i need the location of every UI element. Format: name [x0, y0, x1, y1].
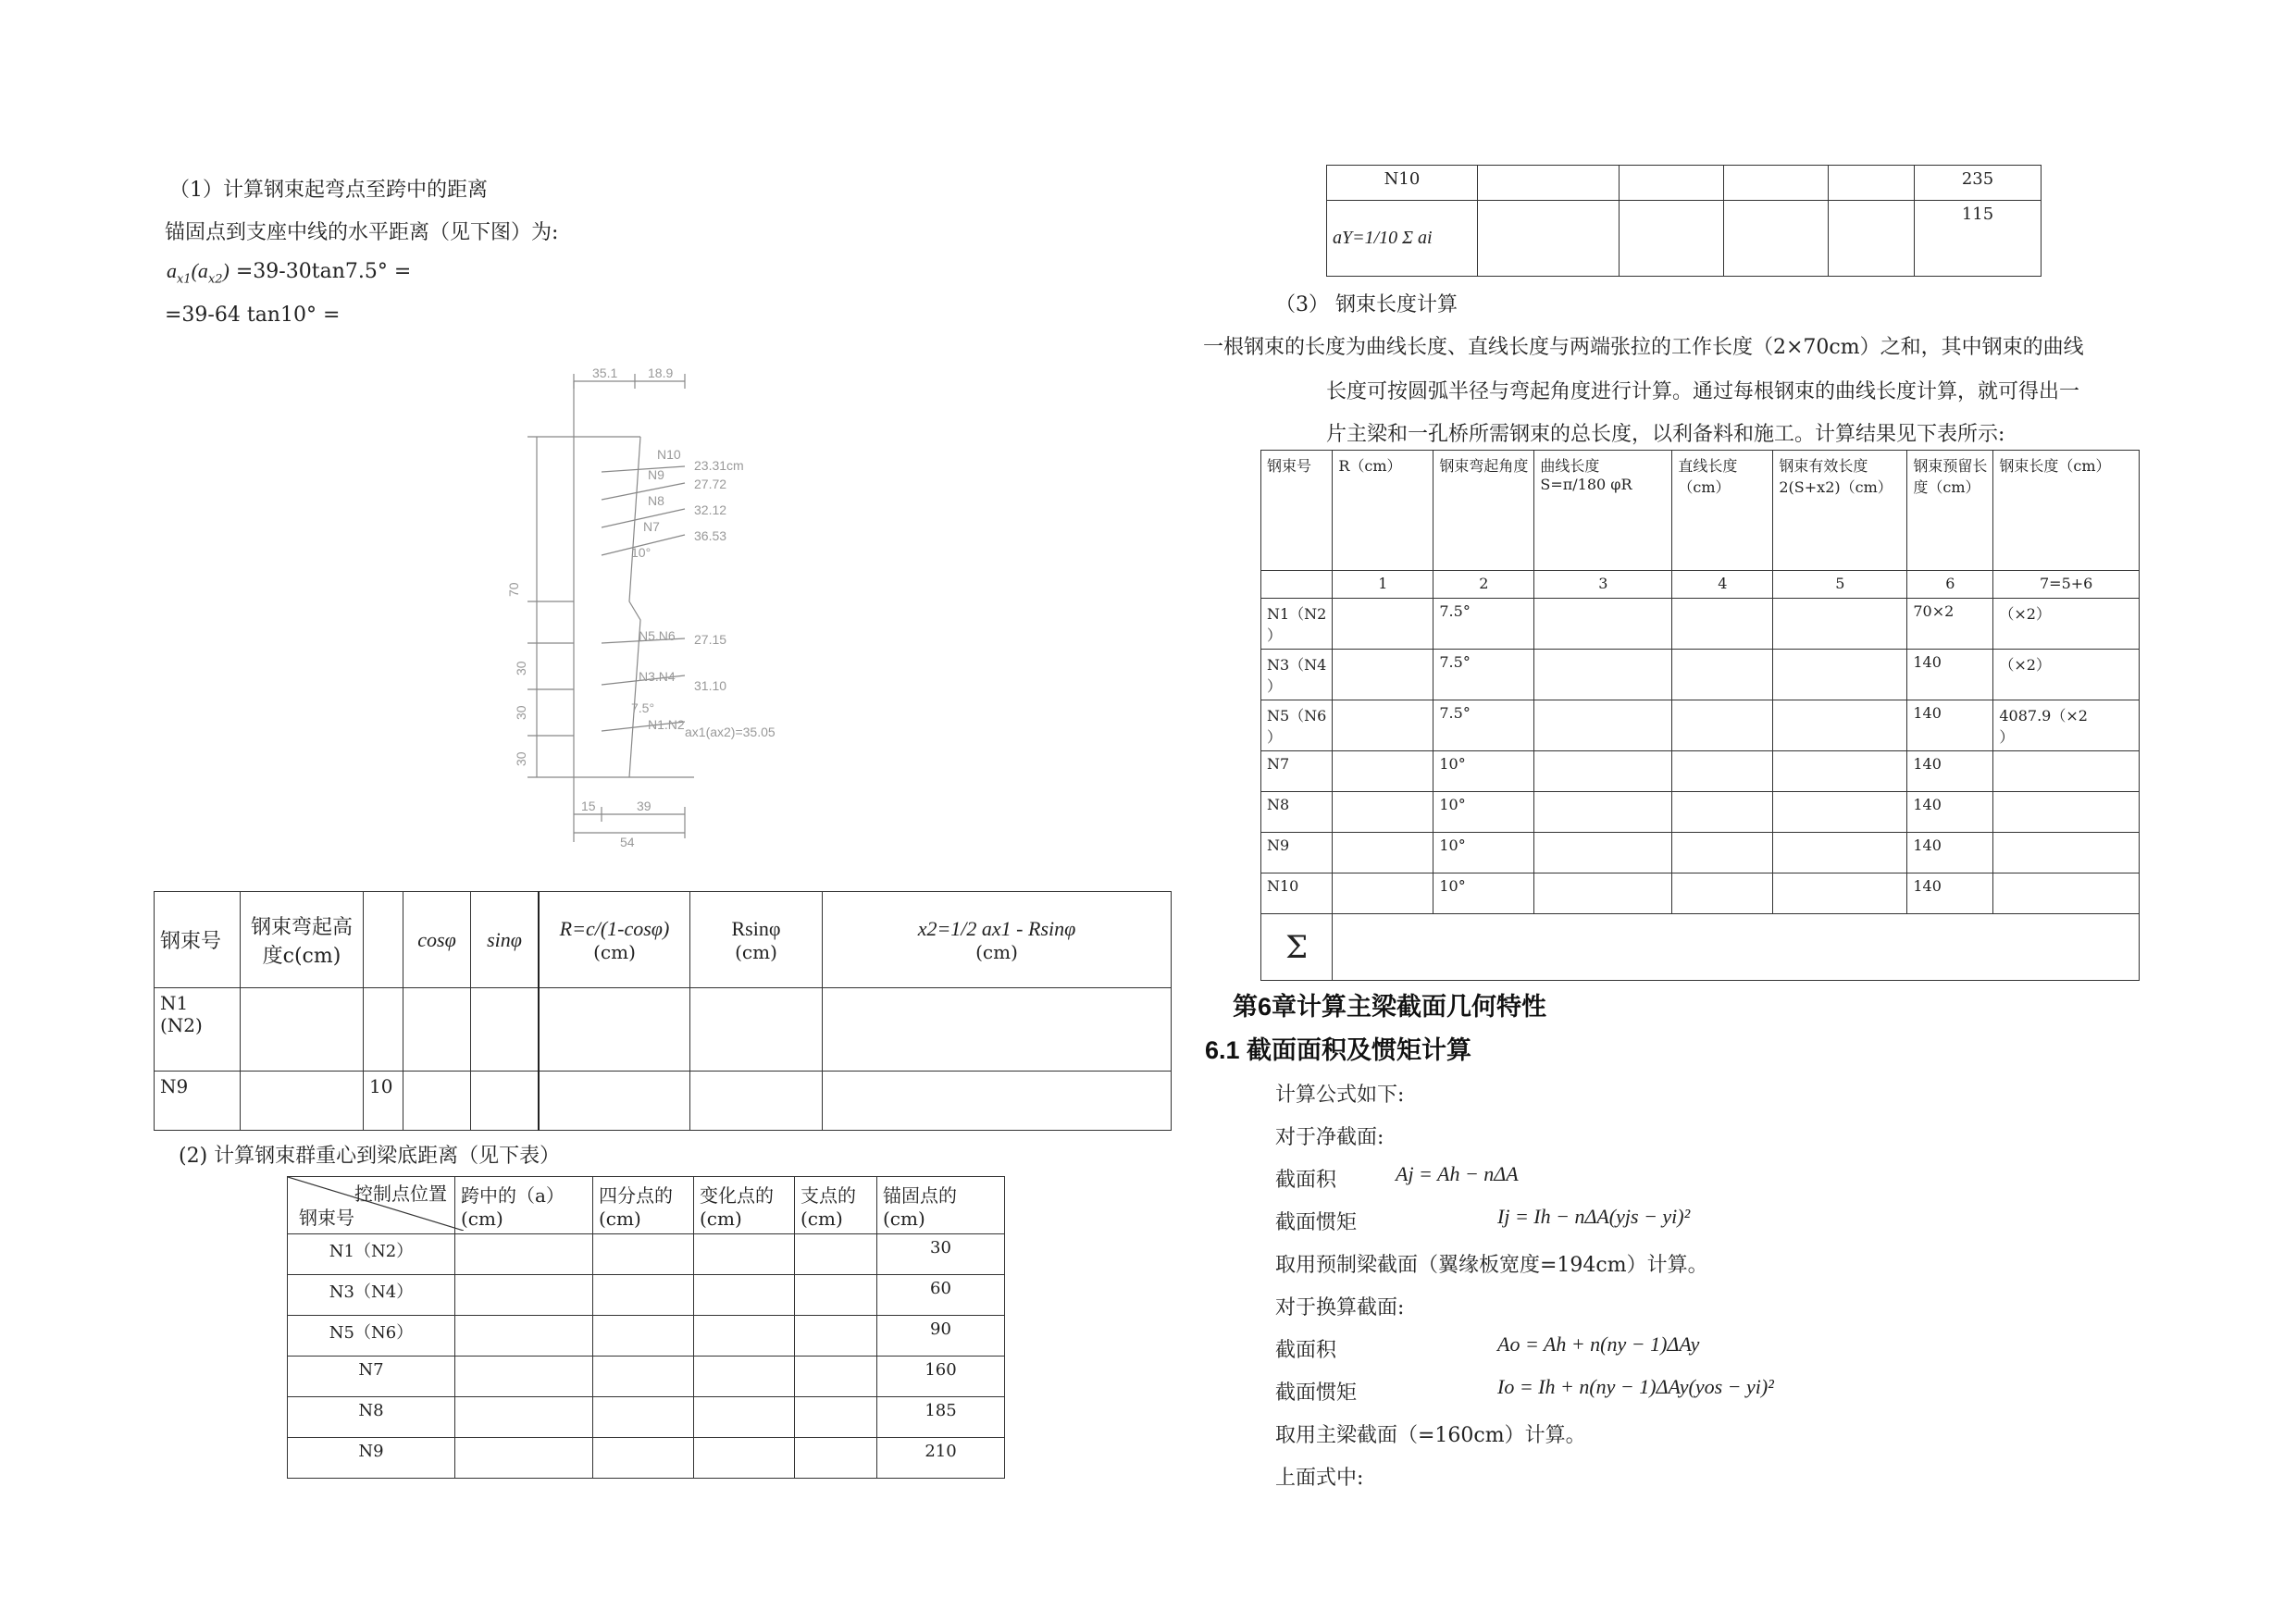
t2-h-mid: 跨中的（a）(cm): [455, 1177, 593, 1234]
t1-r2-x2: [823, 1072, 1172, 1131]
t3-r6-total: [1993, 833, 2140, 873]
line-where: 上面式中:: [1275, 1467, 1364, 1490]
t1-r2-phi: 10: [364, 1072, 403, 1131]
t2-r1-id: N1（N2）: [288, 1234, 455, 1275]
fig-top-dim-2: 18.9: [648, 365, 674, 380]
table-row: [1327, 166, 2042, 201]
paragraph-step1: （1）计算钢束起弯点至跨中的距离: [169, 179, 488, 202]
table-row: [1261, 650, 2140, 700]
table-centroid-continued: [1326, 165, 2042, 277]
t1-r1-phi: [364, 988, 403, 1072]
table-row-sum: [1261, 914, 2140, 981]
t3-n3: 3: [1534, 571, 1672, 599]
line-net-section: 对于净截面:: [1275, 1126, 1384, 1149]
t3-n6: 6: [1907, 571, 1993, 599]
t2-r3-anchor: 90: [877, 1316, 1005, 1357]
t1-r1-id: N1 (N2): [155, 988, 241, 1072]
t1-r2-R: [539, 1072, 690, 1131]
fig-tendon-n1n2: N1.N2: [648, 717, 685, 732]
t3-r3-reserve: 140: [1907, 700, 1993, 751]
fig-left-dim-3: 30: [514, 705, 528, 720]
fig-value-3: 32.12: [694, 502, 727, 517]
t3-r7-id: N10: [1261, 873, 1333, 914]
t2-r6-id: N9: [288, 1438, 455, 1479]
t3-r6-reserve: 140: [1907, 833, 1993, 873]
t2c-r2-last: 115: [1915, 201, 2042, 277]
line-transformed-section: 对于换算截面:: [1275, 1296, 1405, 1319]
table-tendon-length: [1260, 450, 2140, 981]
fig-value-7: ax1(ax2)=35.05: [685, 725, 776, 739]
fig-value-1: 23.31cm: [694, 458, 744, 473]
equation-2: =39-64 tan10° =: [165, 304, 341, 327]
t3-r5-angle: 10°: [1433, 792, 1534, 833]
paragraph-step2: (2) 计算钢束群重心到梁底距离（见下表）: [179, 1145, 561, 1168]
t2-r1-anchor: 30: [877, 1234, 1005, 1275]
fig-left-dim-2: 30: [514, 661, 528, 675]
t3-h-R: R（cm）: [1333, 451, 1433, 571]
table-row: [1261, 751, 2140, 792]
t1-r1-x2: [823, 988, 1172, 1072]
fig-bottom-dim-3: 54: [620, 835, 635, 849]
fig-angle-1: 10°: [631, 545, 652, 560]
t3-r2-angle: 7.5°: [1433, 650, 1534, 700]
table-centroid: [287, 1176, 1005, 1479]
t1-h-x2-formula: x2=1/2 ax1 - Rsinφ: [917, 916, 1076, 940]
t3-r3-id: N5（N6 ）: [1261, 700, 1333, 751]
t3-h-angle: 钢束弯起角度: [1433, 451, 1534, 571]
t3-r4-id: N7: [1261, 751, 1333, 792]
equation-1-lhs: a: [167, 259, 177, 282]
t1-h-phi: [364, 892, 403, 988]
fig-bottom-dim-2: 39: [637, 799, 652, 813]
t3-r1-angle: 7.5°: [1433, 599, 1534, 650]
t3-h-curve: 曲线长度 S=π/180 φR: [1534, 451, 1672, 571]
t3-n4: 4: [1672, 571, 1773, 599]
t1-h-sin: sinφ: [471, 892, 540, 988]
formula-Aj: Aj = Ah − nΔA: [1396, 1162, 1519, 1185]
t2-r5-anchor: 185: [877, 1397, 1005, 1438]
table-row: [1261, 833, 2140, 873]
t1-r2-id: N9: [155, 1072, 241, 1131]
t3-n5: 5: [1773, 571, 1907, 599]
t1-h-Rsin-label: Rsinφ: [731, 916, 781, 940]
line-inertia-1: 截面惯矩: [1275, 1211, 1358, 1234]
equation-1: $a_{x1}(a_{x2}) =39-30\tan 7.5^\circ$ =: [167, 259, 412, 287]
t2-r3-id: N5（N6）: [288, 1316, 455, 1357]
t2c-r1-id: N10: [1327, 166, 1478, 201]
table-row: [1261, 599, 2140, 650]
line-inertia-2: 截面惯矩: [1275, 1381, 1358, 1405]
t2c-r1-last: 235: [1915, 166, 2042, 201]
table-row: [288, 1438, 1005, 1479]
formula-Ao: Ao = Ah + n(ny − 1)ΔAy: [1497, 1332, 1700, 1356]
t3-r3-angle: 7.5°: [1433, 700, 1534, 751]
t1-h-x2: [823, 892, 1172, 988]
fig-bottom-dim-1: 15: [581, 799, 596, 813]
fig-tendon-n5n6: N5.N6: [639, 628, 676, 643]
fig-tendon-n9: N9: [648, 467, 664, 482]
t3-r7-reserve: 140: [1907, 873, 1993, 914]
t1-h-R-formula: R=c/(1-cosφ): [559, 916, 670, 940]
t2-r4-anchor: 160: [877, 1357, 1005, 1397]
table-row: [1261, 700, 2140, 751]
t3-r5-id: N8: [1261, 792, 1333, 833]
t1-r1-cos: [403, 988, 471, 1072]
t3-r7-total: [1993, 873, 2140, 914]
table-row: [155, 988, 1172, 1072]
t3-n7: 7=5+6: [1993, 571, 2140, 599]
fig-value-6: 31.10: [694, 678, 727, 693]
t3-r4-reserve: 140: [1907, 751, 1993, 792]
t3-h-id: 钢束号: [1261, 451, 1333, 571]
t3-r1-total: （×2）: [1993, 599, 2140, 650]
t2-r5-id: N8: [288, 1397, 455, 1438]
fig-value-5: 27.15: [694, 632, 727, 647]
t3-r2-id: N3（N4 ）: [1261, 650, 1333, 700]
line-formula-intro: 计算公式如下:: [1275, 1084, 1405, 1107]
t2-r6-anchor: 210: [877, 1438, 1005, 1479]
t2c-r2-id: aY=1/10 Σ ai: [1327, 201, 1478, 277]
t2-r2-id: N3（N4）: [288, 1275, 455, 1316]
line-precast: 取用预制梁截面（翼缘板宽度=194cm）计算。: [1275, 1254, 1708, 1277]
t3-r3-total: 4087.9（×2 ）: [1993, 700, 2140, 751]
tendon-geometry-figure: [500, 361, 888, 851]
formula-Ij: Ij = Ih − nΔA(yjs − yi)²: [1497, 1205, 1691, 1228]
t1-h-R: [539, 892, 690, 988]
fig-left-dim-1: 70: [506, 582, 521, 597]
paragraph-step3: （3） 钢束长度计算: [1275, 293, 1458, 316]
table-row: [288, 1275, 1005, 1316]
t3-h-total: 钢束长度（cm）: [1993, 451, 2140, 571]
line-area-2: 截面积: [1275, 1339, 1337, 1362]
t1-r2-sin: [471, 1072, 540, 1131]
table-row: [288, 1234, 1005, 1275]
section-heading: 6.1 截面面积及惯矩计算: [1205, 1036, 1472, 1064]
formula-Io: Io = Ih + n(ny − 1)ΔAy(yos − yi)²: [1497, 1375, 1774, 1398]
fig-left-dim-4: 30: [514, 751, 528, 766]
t1-r1-Rsin: [690, 988, 823, 1072]
t1-h-id: 钢束号: [155, 892, 241, 988]
fig-tendon-n8: N8: [648, 493, 664, 508]
table-row: [1261, 873, 2140, 914]
t3-n2: 2: [1433, 571, 1534, 599]
t3-r1-reserve: 70×2: [1907, 599, 1993, 650]
t3-r2-total: （×2）: [1993, 650, 2140, 700]
t2-corner-top: 控制点位置: [354, 1183, 447, 1205]
t3-r5-total: [1993, 792, 2140, 833]
t1-r2-c: [241, 1072, 364, 1131]
t3-h-straight: 直线长度（cm）: [1672, 451, 1773, 571]
t3-r6-angle: 10°: [1433, 833, 1534, 873]
t3-h-effective: 钢束有效长度 2(S+x2)（cm）: [1773, 451, 1907, 571]
t2-corner-bottom: 钢束号: [299, 1207, 354, 1229]
t1-r2-Rsin: [690, 1072, 823, 1131]
t2-corner: [288, 1177, 455, 1234]
fig-tendon-n10: N10: [657, 447, 681, 462]
table-row: [288, 1316, 1005, 1357]
table-row: [155, 1072, 1172, 1131]
t1-h-Rsin: [690, 892, 823, 988]
paragraph-length-1: 一根钢束的长度为曲线长度、直线长度与两端张拉的工作长度（2×70cm）之和，其中钢束的曲线: [1203, 336, 2084, 359]
t2-h-change: 变化点的(cm): [694, 1177, 795, 1234]
table-row: [1327, 201, 2042, 277]
paragraph-length-3: 片主梁和一孔桥所需钢束的总长度，以利备料和施工。计算结果见下表所示:: [1326, 423, 2005, 446]
paragraph-anchor-distance: 锚固点到支座中线的水平距离（见下图）为:: [165, 221, 559, 244]
fig-value-2: 27.72: [694, 477, 727, 491]
t2-r2-anchor: 60: [877, 1275, 1005, 1316]
t1-r1-sin: [471, 988, 540, 1072]
t1-h-c: 钢束弯起高度c(cm): [241, 892, 364, 988]
t1-h-R-unit: (cm): [593, 940, 636, 963]
t3-r4-angle: 10°: [1433, 751, 1534, 792]
paragraph-length-2: 长度可按圆弧半径与弯起角度进行计算。通过每根钢束的曲线长度计算，就可得出一: [1326, 380, 2080, 403]
t2-h-support: 支点的(cm): [795, 1177, 877, 1234]
t1-h-x2-unit: (cm): [975, 940, 1018, 963]
equation-1-rhs: =39-30tan7.5° =: [235, 260, 412, 283]
t2-h-anchor: 锚固点的(cm): [877, 1177, 1005, 1234]
t3-r5-reserve: 140: [1907, 792, 1993, 833]
t1-r2-cos: [403, 1072, 471, 1131]
table-row: [288, 1357, 1005, 1397]
t3-r2-reserve: 140: [1907, 650, 1993, 700]
table-row: [288, 1397, 1005, 1438]
fig-value-4: 36.53: [694, 528, 727, 543]
t3-r6-id: N9: [1261, 833, 1333, 873]
line-main-beam: 取用主梁截面（=160cm）计算。: [1275, 1424, 1586, 1447]
fig-tendon-n7: N7: [643, 519, 660, 534]
t1-h-Rsin-unit: (cm): [735, 940, 777, 963]
t3-n1: 1: [1333, 571, 1433, 599]
t3-h-reserve: 钢束预留长度（cm）: [1907, 451, 1993, 571]
t3-r1-id: N1（N2 ）: [1261, 599, 1333, 650]
t1-r1-c: [241, 988, 364, 1072]
fig-angle-2: 7.5°: [631, 700, 655, 715]
line-area-1: 截面积: [1275, 1169, 1337, 1192]
t3-r4-total: [1993, 751, 2140, 792]
t1-r1-R: [539, 988, 690, 1072]
t2-r4-id: N7: [288, 1357, 455, 1397]
t3-r7-angle: 10°: [1433, 873, 1534, 914]
t1-h-cos: cosφ: [403, 892, 471, 988]
table-row: [1261, 792, 2140, 833]
t2-h-quarter: 四分点的(cm): [593, 1177, 694, 1234]
table-bend-point: [154, 891, 1172, 1131]
fig-tendon-n3n4: N3.N4: [639, 669, 676, 684]
fig-top-dim-1: 35.1: [592, 365, 618, 380]
chapter-heading: 第6章计算主梁截面几何特性: [1233, 993, 1547, 1021]
t3-sum-symbol: Σ: [1261, 914, 1333, 981]
